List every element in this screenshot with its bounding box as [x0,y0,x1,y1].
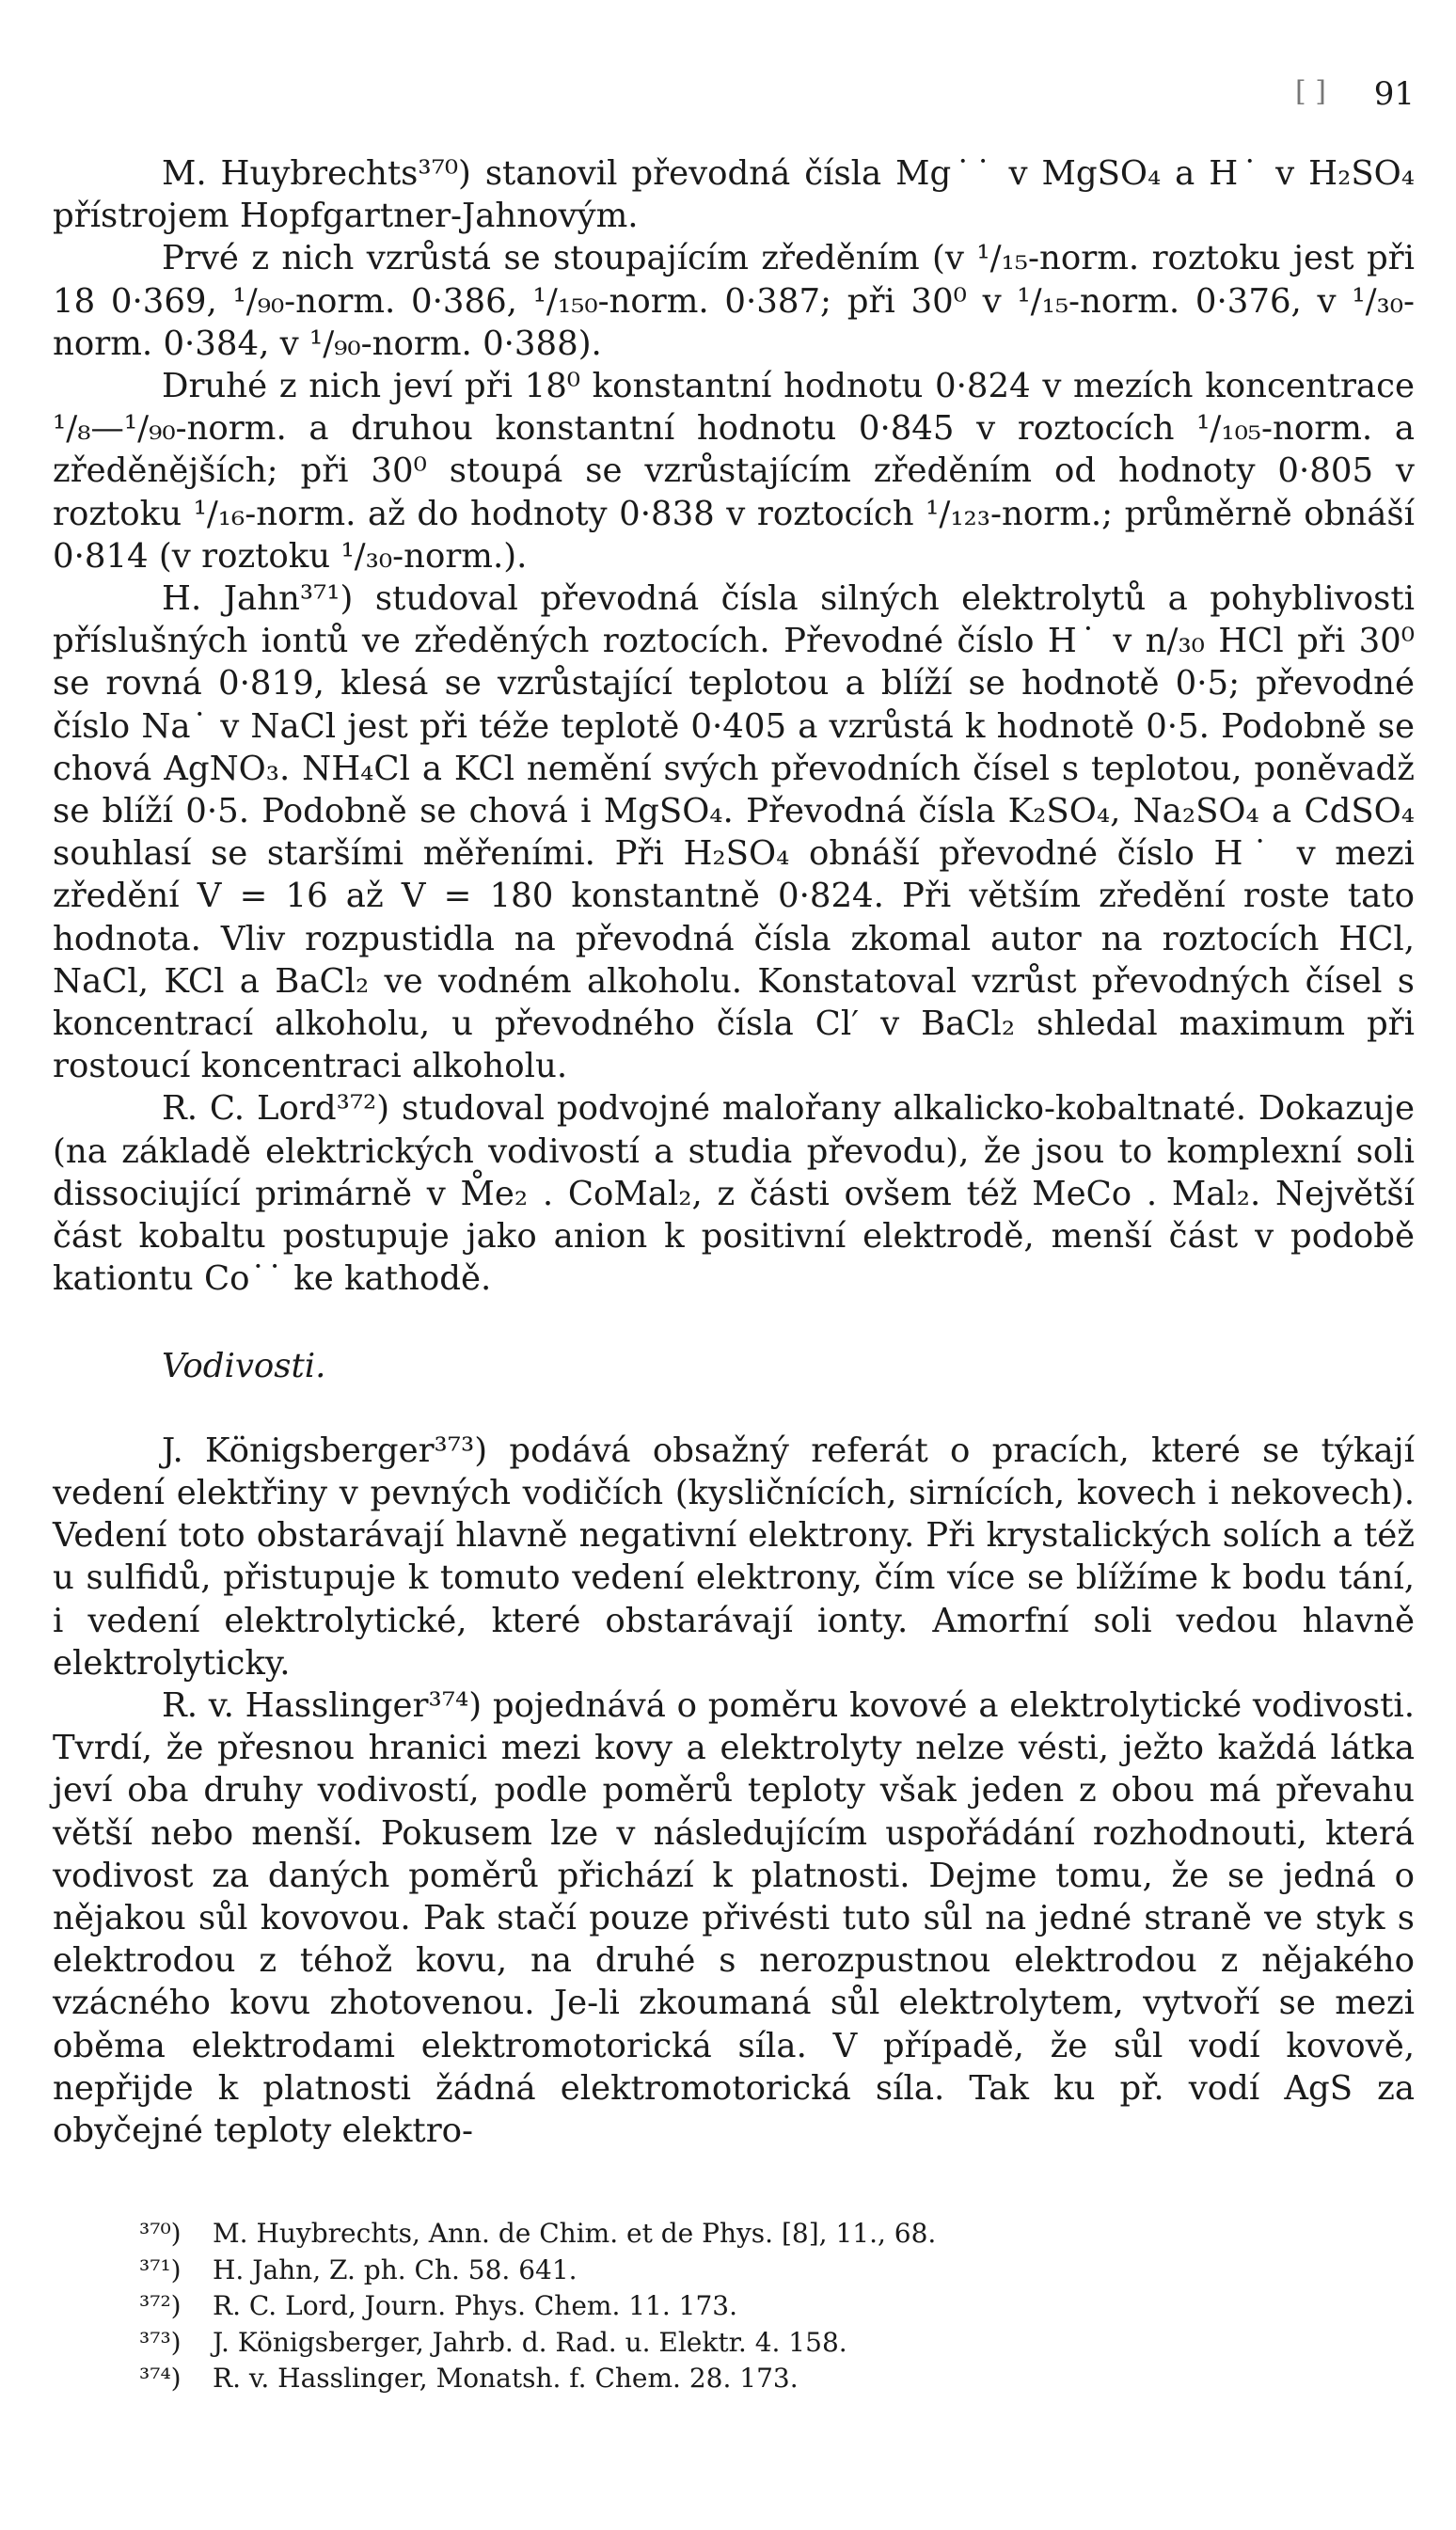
footnote-number: ³⁷¹) [139,2253,182,2285]
footnote-number: ³⁷⁰) [139,2218,182,2249]
page-number: 91 [1373,75,1415,113]
body-text [53,152,1415,2152]
paragraph-hasslinger: R. v. Hasslinger³⁷⁴) pojednává o poměru kovové a elektrolytické vodivosti. Tvrdí, že přesnou hranici mezi kovy a elektrolyty nelze vésti, ježto každá látka jeví oba druhy vodivostí, podle poměrů teploty však jeden z obou má převahu větší nebo menší. Pokusem lze v následujícím uspořádání rozhodnouti, která vodivost za daných poměrů přichází k platnosti. Dejme tomu, že se jedná o nějakou sůl kovovou. Pak stačí pouze přivésti tuto sůl na jedné straně ve styk s elektrodou z téhož kovu, na druhé s nerozpustnou elektrodou z nějakého vzácného kovu zhotovenou. Je-li zkoumaná sůl elektrolytem, vytvoří se mezi oběma elektrodami elektromotorická síla. V případě, že sůl vodí kovově, nepřijde k platnosti žádná elektromotorická síla. Tak ku př. vodí AgS za obyčejné teploty elektro- [53,1685,1415,2150]
footnote [139,2216,1362,2253]
footnote-number: ³⁷³) [139,2326,182,2358]
paragraph-second-transfer: Druhé z nich jeví při 18⁰ konstantní hodnotu 0·824 v mezích koncentrace ¹/₈—¹/₉₀-norm. a druhou konstantní hodnotu 0·845 v roztocích ¹/₁₀₅-norm. a zředěnějších; při 30⁰ stoupá se vzrůstajícím zředěním od hodnoty 0·805 v roztoku ¹/₁₆-norm. až do hodnoty 0·838 v roztocích ¹/₁₂₃-norm.; průměrně obnáší 0·814 (v roztoku ¹/₃₀-norm.). [53,367,1415,576]
paragraph-first-transfer: Prvé z nich vzrůstá se stoupajícím zředěním (v ¹/₁₅-norm. roztoku jest při 18 0·369, ¹/₉₀-norm. 0·386, ¹/₁₅₀-norm. 0·387; při 30⁰ v ¹/₁₅-norm. 0·376, v ¹/₃₀-norm. 0·384, v ¹/₉₀-norm. 0·388). [53,239,1415,363]
footnote-number: ³⁷²) [139,2290,182,2321]
footnote-text: M. Huybrechts, Ann. de Chim. et de Phys. [8], 11., 68. [213,2218,937,2249]
footnote-text: H. Jahn, Z. ph. Ch. 58. 641. [213,2253,578,2285]
footnotes [139,2216,1362,2397]
footnote [139,2325,1362,2362]
paragraph-lord: R. C. Lord³⁷²) studoval podvojné malořany alkalicko-kobaltnaté. Dokazuje (na základě elektrických vodivostí a studia převodu), že jsou to komplexní soli dissociující primárně v M̊e₂ . CoMal₂, z části ovšem též MeCo . Mal₂. Největší část kobaltu postupuje jako anion k positivní elektrodě, menší část v podobě kationtu Co˙˙ ke kathodě. [53,1089,1415,1299]
margin-marks: [ ] [1295,75,1326,108]
paragraph-konigsberger: J. Königsberger³⁷³) podává obsažný referát o pracích, které se týkají vedení elektřiny v pevných vodičích (kysličnících, sirnících, kovech i nekovech). Vedení toto obstarávají hlavně negativní elektrony. Při krystalických solích a též u sulfidů, přistupuje k tomuto vedení elektrony, čím více se blížíme k bodu tání, i vedení elektrolytické, které obstarávají ionty. Amorfní soli vedou hlavně elektrolyticky. [53,1431,1415,1683]
footnote [139,2361,1362,2397]
footnote-text: R. v. Hasslinger, Monatsh. f. Chem. 28. 173. [213,2363,799,2394]
paragraph-huybrechts: M. Huybrechts³⁷⁰) stanovil převodná čísla Mg˙˙ v MgSO₄ a H˙ v H₂SO₄ přístrojem Hopfgartner-Jahnovým. [53,154,1415,236]
paragraph-jahn: H. Jahn³⁷¹) studoval převodná čísla silných elektrolytů a pohyblivosti příslušných iontů ve zředěných roztocích. Převodné číslo H˙ v n/₃₀ HCl při 30⁰ se rovná 0·819, klesá se vzrůstající teplotou a blíží se hodnotě 0·5; převodné číslo Na˙ v NaCl jest při téže teplotě 0·405 a vzrůstá k hodnotě 0·5. Podobně se chová AgNO₃. NH₄Cl a KCl nemění svých převodních čísel s teplotou, poněvadž se blíží 0·5. Podobně se chová i MgSO₄. Převodná čísla K₂SO₄, Na₂SO₄ a CdSO₄ souhlasí se staršími měřeními. Při H₂SO₄ obnáší převodné číslo H˙ v mezi zředění V = 16 až V = 180 konstantně 0·824. Při větším zředění roste tato hodnota. Vliv rozpustidla na převodná čísla zkomal autor na roztocích HCl, NaCl, KCl a BaCl₂ ve vodném alkoholu. Konstatoval vzrůst převodných čísel s koncentrací alkoholu, u převodného čísla Cl′ v BaCl₂ shledal maximum při rostoucí koncentraci alkoholu. [53,579,1415,1086]
footnote-text: J. Königsberger, Jahrb. d. Rad. u. Elektr. 4. 158. [213,2326,847,2358]
section-heading: Vodivosti. [162,1347,326,1386]
footnote-text: R. C. Lord, Journ. Phys. Chem. 11. 173. [213,2290,738,2321]
footnote [139,2288,1362,2325]
footnote [139,2253,1362,2289]
footnote-number: ³⁷⁴) [139,2363,182,2394]
